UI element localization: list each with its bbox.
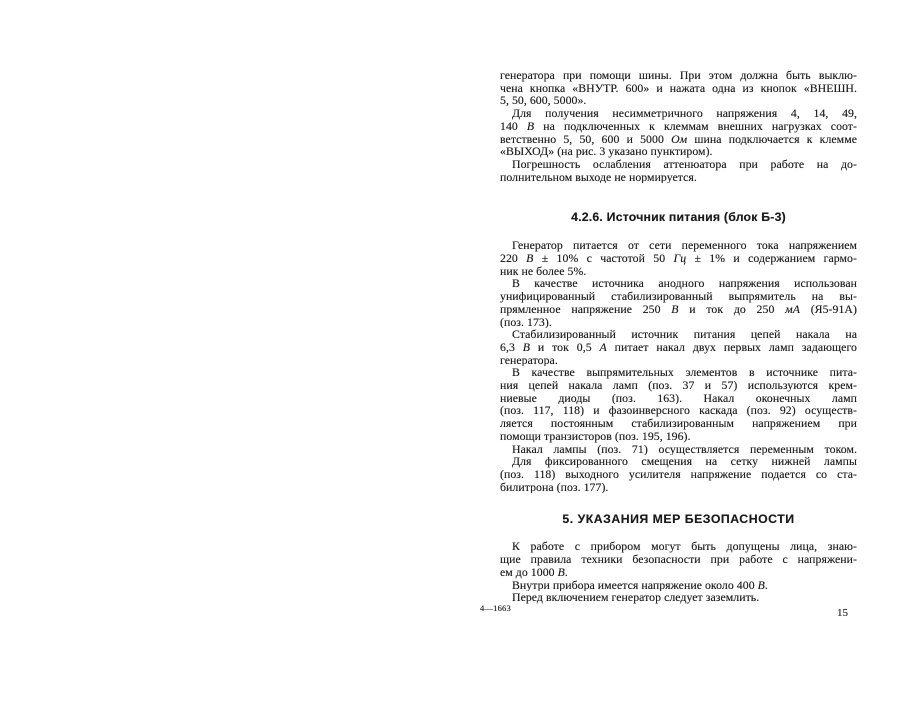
paragraph xyxy=(500,540,857,578)
text-line: (поз. 173). xyxy=(500,315,552,329)
text-line: щие правила техники безопасности при работе с напряжени- xyxy=(500,553,857,566)
text-line: (поз. 117, 118) и фазоинверсного каскада (поз. 92) осуществ- xyxy=(500,404,857,418)
text-line: В качестве источника анодного напряжения использован xyxy=(512,277,857,291)
text-line: 140 В на подключенных к клеммам внешних нагрузках соот- xyxy=(500,119,857,133)
text-line: помощи транзисторов (поз. 195, 196). xyxy=(500,429,691,443)
text-line: унифицированный стабилизированный выпрямитель на вы- xyxy=(500,290,857,303)
text-line: ниевые диоды (поз. 163). Накал оконечных ламп xyxy=(500,391,857,405)
text-line: Перед включением генератор следует заземлить. xyxy=(512,591,760,604)
text-line: генератора при помощи шины. При этом должна быть выклю- xyxy=(500,69,857,82)
text-line: ветственно 5, 50, 600 и 5000 Ом шина подключается к клемме xyxy=(500,132,857,146)
text-column xyxy=(500,69,857,604)
text-line: Накал лампы (поз. 71) осуществляется переменным током. xyxy=(512,442,857,456)
text-line: Генератор питается от сети переменного тока напряжением xyxy=(512,239,857,253)
text-line: Внутри прибора имеется напряжение около 400 В. xyxy=(512,578,768,592)
text-line: 6,3 В и ток 0,5 А питает накал двух первых ламп задающего xyxy=(500,340,857,354)
text-line: Погрешность ослабления аттенюатора при работе на до- xyxy=(512,157,857,171)
text-line: ляется постоянным стабилизированным напряжением при xyxy=(500,417,857,430)
text-line: Для фиксированного смещения на сетку нижней лампы xyxy=(512,455,857,468)
paragraph xyxy=(500,277,857,328)
paragraph xyxy=(500,579,857,592)
text-line: (поз. 118) выходного усилителя напряжение подается со ста- xyxy=(500,467,857,481)
paragraph xyxy=(500,328,857,366)
text-line: полнительном выходе не нормируется. xyxy=(500,170,697,184)
paragraph xyxy=(500,107,857,158)
paragraph xyxy=(500,443,857,456)
text-line: Для получения несимметричного напряжения 4, 14, 49, xyxy=(512,107,857,120)
page-footer xyxy=(480,603,857,619)
print-signature: 4—1663 xyxy=(480,603,511,613)
text-line: генератора. xyxy=(500,353,558,367)
text-line: прямленное напряжение 250 В и ток до 250 мА (Я5-91А) xyxy=(500,302,857,316)
paragraph xyxy=(500,366,857,442)
paragraph xyxy=(500,158,857,183)
text-line: чена кнопка «ВНУТР. 600» и нажата одна из кнопок «ВНЕШН. xyxy=(500,81,857,95)
text-line: ник не более 5%. xyxy=(500,264,587,278)
paragraph xyxy=(500,591,857,604)
paragraph xyxy=(500,239,857,277)
text-line: 5, 50, 600, 5000». xyxy=(500,94,587,108)
text-line: «ВЫХОД» (на рис. 3 указано пунктиром). xyxy=(500,145,713,158)
text-line: 220 В ± 10% с частотой 50 Гц ± 1% и содержанием гармо- xyxy=(500,252,857,265)
text-line: К работе с прибором могут быть допущены лица, знаю- xyxy=(512,540,857,554)
text-line: билитрона (поз. 177). xyxy=(500,480,609,494)
section-heading: 4.2.6. Источник питания (блок Б-3) xyxy=(571,210,786,225)
page-number: 15 xyxy=(837,607,848,619)
text-line: ем до 1000 В. xyxy=(500,565,568,579)
paragraph xyxy=(500,455,857,493)
paragraph xyxy=(500,69,857,107)
text-line: ния цепей накала ламп (поз. 37 и 57) используются крем- xyxy=(500,379,857,392)
text-line: В качестве выпрямительных элементов в источнике пита- xyxy=(512,366,857,380)
text-line: Стабилизированный источник питания цепей накала на xyxy=(512,328,857,341)
section-heading: 5. УКАЗАНИЯ МЕР БЕЗОПАСНОСТИ xyxy=(562,512,795,527)
